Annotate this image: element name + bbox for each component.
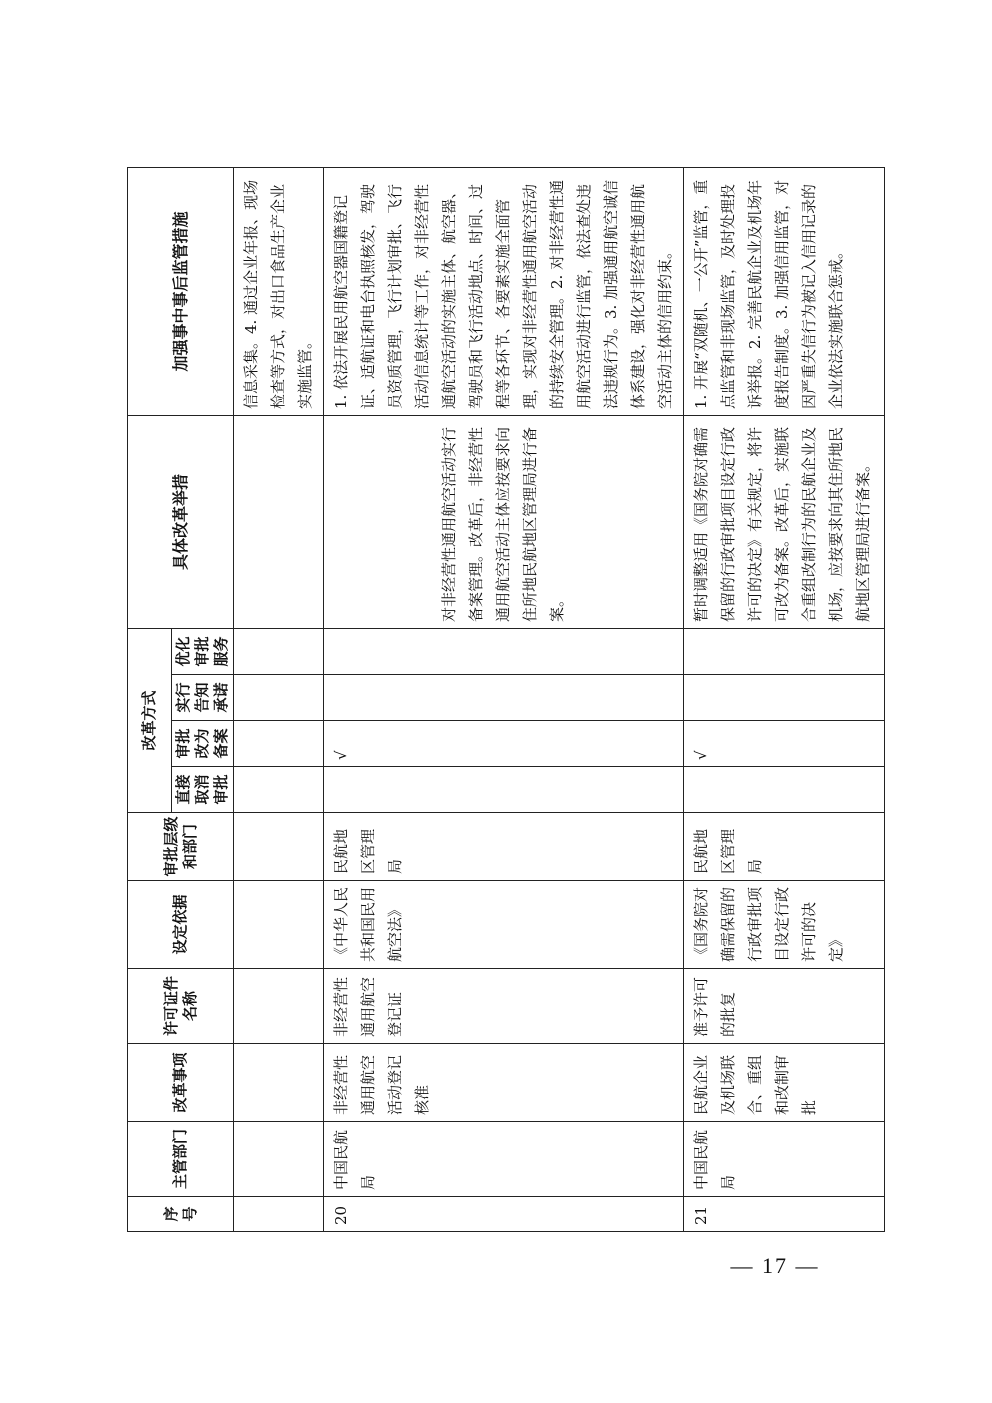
cell-dept xyxy=(234,1122,324,1197)
cell-filing: √ xyxy=(324,721,684,767)
cell-supervision: 信息采集。4. 通过企业年报、现场检查等方式，对出口食品生产企业实施监管。 xyxy=(234,167,324,415)
cell-seq: 21 xyxy=(684,1197,885,1232)
cell-item xyxy=(234,1044,324,1122)
header-level: 审批层级和部门 xyxy=(128,813,234,881)
table-row xyxy=(324,167,684,1231)
cell-dept: 中国民航局 xyxy=(324,1122,684,1197)
header-dept: 主管部门 xyxy=(128,1122,234,1197)
cell-measures: 暂时调整适用《国务院对确需保留的行政审批项目设定行政许可的决定》有关规定，将许可改为备案。改革后，实施联合重组改制行为的民航企业及机场，应按要求向其住所地民航地区管理局进行备案。 xyxy=(684,415,885,628)
cell-seq xyxy=(234,1197,324,1232)
cell-license: 非经营性通用航空登记证 xyxy=(324,969,684,1044)
header-license: 许可证件名称 xyxy=(128,969,234,1044)
cell-seq: 20 xyxy=(324,1197,684,1232)
header-method-optimize: 优化审批服务 xyxy=(172,628,234,674)
cell-level: 民航地区管理局 xyxy=(684,813,885,881)
cell-supervision: 1. 依法开展民用航空器国籍登记证、适航证和电台执照核发，驾驶员资质管理，飞行计划审批、飞行活动信息统计等工作，对非经营性通航空活动的实施主体、航空器、驾驶员和飞行活动地点、时间、过程等各环节、各要素实施全面管理，实现对非经营性通用航空活动的持续安全管理。2. 对非经营性通用航空活动进行监管，依法查处违法违规行为。3. 加强通用航空诚信体系建设，强化对非经营性通用航空活动主体的信用约束。 xyxy=(324,167,684,415)
cell-filing xyxy=(234,721,324,767)
cell-optimize xyxy=(684,628,885,674)
cell-cancel xyxy=(234,767,324,813)
cell-notify xyxy=(684,675,885,721)
cell-item: 非经营性通用航空活动登记核准 xyxy=(324,1044,684,1122)
cell-notify xyxy=(234,675,324,721)
cell-measures: 对非经营性通用航空活动实行备案管理。改革后，非经营性通用航空活动主体应按要求向住所地民航地区管理局进行备案。 xyxy=(324,415,684,628)
header-measures: 具体改革举措 xyxy=(128,415,234,628)
cell-basis: 《中华人民共和国民用航空法》 xyxy=(324,881,684,969)
header-seq: 序号 xyxy=(128,1197,234,1232)
table-row xyxy=(234,167,324,1231)
header-supervision: 加强事中事后监管措施 xyxy=(128,167,234,415)
cell-supervision: 1. 开展“双随机、一公开”监管，重点监管和非现场监管，及时处理投诉举报。2. 完善民航企业及机场年度报告制度。3. 加强信用监管，对因严重失信行为被记入信用记录的企业依法实施联合惩戒。 xyxy=(684,167,885,415)
rotated-table-frame xyxy=(127,168,872,1232)
cell-level: 民航地区管理局 xyxy=(324,813,684,881)
cell-dept: 中国民航局 xyxy=(684,1122,885,1197)
cell-license: 准予许可的批复 xyxy=(684,969,885,1044)
cell-optimize xyxy=(324,628,684,674)
table-row xyxy=(684,167,885,1231)
cell-basis: 《国务院对确需保留的行政审批项目设定行政许可的决定》 xyxy=(684,881,885,969)
cell-notify xyxy=(324,675,684,721)
cell-filing: √ xyxy=(684,721,885,767)
cell-optimize xyxy=(234,628,324,674)
header-method-group: 改革方式 xyxy=(128,628,172,812)
header-method-filing: 审批改为备案 xyxy=(172,721,234,767)
reform-items-table xyxy=(127,167,885,1232)
cell-measures xyxy=(234,415,324,628)
header-item: 改革事项 xyxy=(128,1044,234,1122)
cell-basis xyxy=(234,881,324,969)
header-basis: 设定依据 xyxy=(128,881,234,969)
cell-license xyxy=(234,969,324,1044)
cell-cancel xyxy=(684,767,885,813)
page-number: — 17 — xyxy=(730,1253,820,1278)
cell-cancel xyxy=(324,767,684,813)
header-method-notify: 实行告知承诺 xyxy=(172,675,234,721)
header-method-cancel: 直接取消审批 xyxy=(172,767,234,813)
rotated-table-canvas xyxy=(127,168,872,1232)
cell-level xyxy=(234,813,324,881)
cell-item: 民航企业及机场联合、重组和改制审批 xyxy=(684,1044,885,1122)
